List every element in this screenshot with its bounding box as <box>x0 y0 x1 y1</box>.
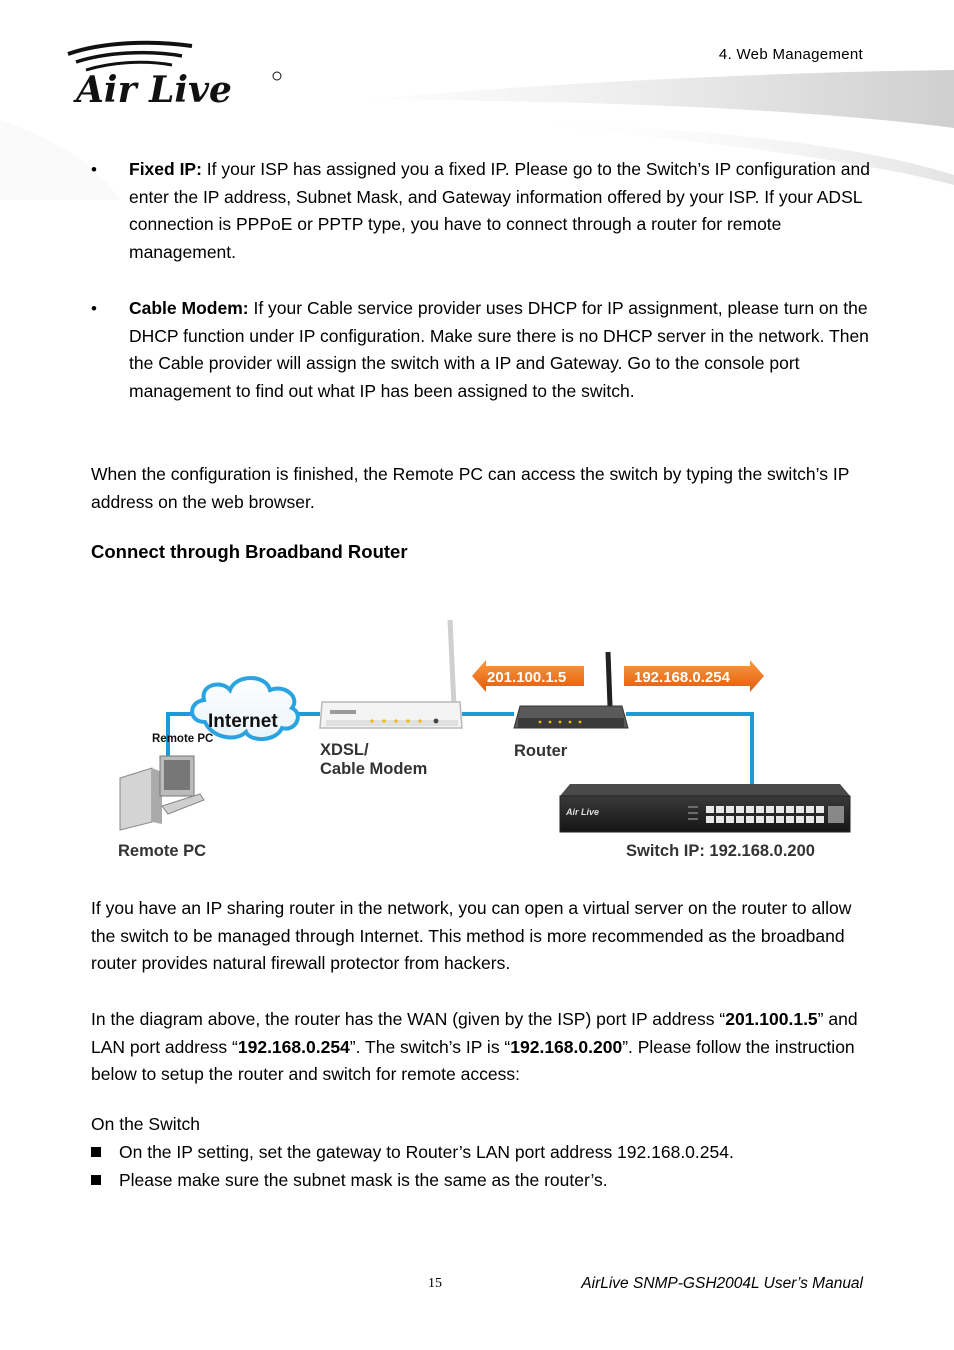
switch-step-text: Please make sure the subnet mask is the same as the router’s. <box>119 1170 608 1190</box>
text-run: ”. Please follow the instruction below to setup the router and switch for remote access: <box>91 1036 855 1085</box>
switch-brand: Air Live <box>566 807 600 817</box>
switch-step-item <box>91 1167 871 1195</box>
modem-label-line2: Cable Modem <box>320 760 428 778</box>
xdsl-cable-modem <box>320 620 462 728</box>
paragraph-router: If you have an IP sharing router in the network, you can open a virtual server on the router to allow the switch to be managed through Internet. This method is more recommended as the broadband router provides natural firewall protector from hackers. <box>91 898 852 974</box>
manual-title: AirLive SNMP-GSH2004L User’s Manual <box>581 1275 863 1292</box>
switch-step-text: On the IP setting, set the gateway to Router’s LAN port address 192.168.0.254. <box>119 1142 734 1162</box>
section-title: 4. Web Management <box>718 46 863 63</box>
page-number: 15 <box>428 1276 442 1291</box>
switch-ip-label: Switch IP: 192.168.0.200 <box>626 842 815 860</box>
bullet-label: Cable Modem: <box>129 298 249 318</box>
section-heading: Connect through Broadband Router <box>91 541 408 562</box>
switch-step-item <box>91 1139 871 1167</box>
on-switch-label: On the Switch <box>91 1114 200 1134</box>
text-run: In the diagram above, the router has the WAN (given by the ISP) port IP address “ <box>91 1009 726 1029</box>
bullet-body: If your Cable service provider uses DHCP for IP assignment, please turn on the DHCP function under IP configuration. Make sure there is no DHCP server in the network. Then the Cable provider will assign the switch with a IP and Gateway. Go to the console port management to find out what IP has been assigned to the switch. <box>129 298 869 402</box>
lan-ip-label: 192.168.0.254 <box>634 669 730 686</box>
network-diagram <box>100 610 860 870</box>
lan-ip-arrow <box>624 660 764 692</box>
internet-label: Internet <box>208 711 278 732</box>
logo-text: Air Live <box>76 69 232 110</box>
switch-device <box>560 784 850 832</box>
wan-ip-arrow <box>472 660 584 692</box>
paragraph-config: When the configuration is finished, the Remote PC can access the switch by typing the switch’s IP address on the web browser. <box>91 464 850 512</box>
square-bullet-icon <box>91 1147 101 1157</box>
remote-pc-label: Remote PC <box>118 842 207 860</box>
text-run: ” and LAN port address “ <box>91 1009 858 1057</box>
remote-pc-computer <box>120 756 204 830</box>
switch-ip-bold: 192.168.0.200 <box>510 1036 623 1057</box>
bullet-label: Fixed IP: <box>129 159 202 179</box>
bullet-dot: • <box>91 160 97 179</box>
bullet-fixed-ip <box>91 156 871 267</box>
bullet-dot: • <box>91 299 97 318</box>
wan-ip-bold: 201.100.1.5 <box>725 1009 818 1029</box>
internet-cloud <box>192 678 298 739</box>
square-bullet-icon <box>91 1175 101 1185</box>
airlive-logo <box>62 40 292 110</box>
remote-pc-small-label: Remote PC <box>152 733 214 745</box>
router-label: Router <box>514 742 568 760</box>
wan-ip-label: 201.100.1.5 <box>487 669 567 686</box>
lan-ip-bold: 192.168.0.254 <box>237 1036 350 1057</box>
text-run: ”. The switch’s IP is “ <box>349 1036 511 1057</box>
bullet-cable-modem <box>91 295 871 406</box>
modem-label-line1: XDSL/ <box>320 741 369 759</box>
paragraph-diagram <box>91 1006 871 1089</box>
router-device <box>514 652 628 728</box>
bullet-body: If your ISP has assigned you a fixed IP. Please go to the Switch’s IP configuration and enter the IP address, Subnet Mask, and Gateway information offered by your ISP. If your ADSL connection is PPPoE or PPTP type, you have to connect through a router for remote management. <box>129 159 870 263</box>
